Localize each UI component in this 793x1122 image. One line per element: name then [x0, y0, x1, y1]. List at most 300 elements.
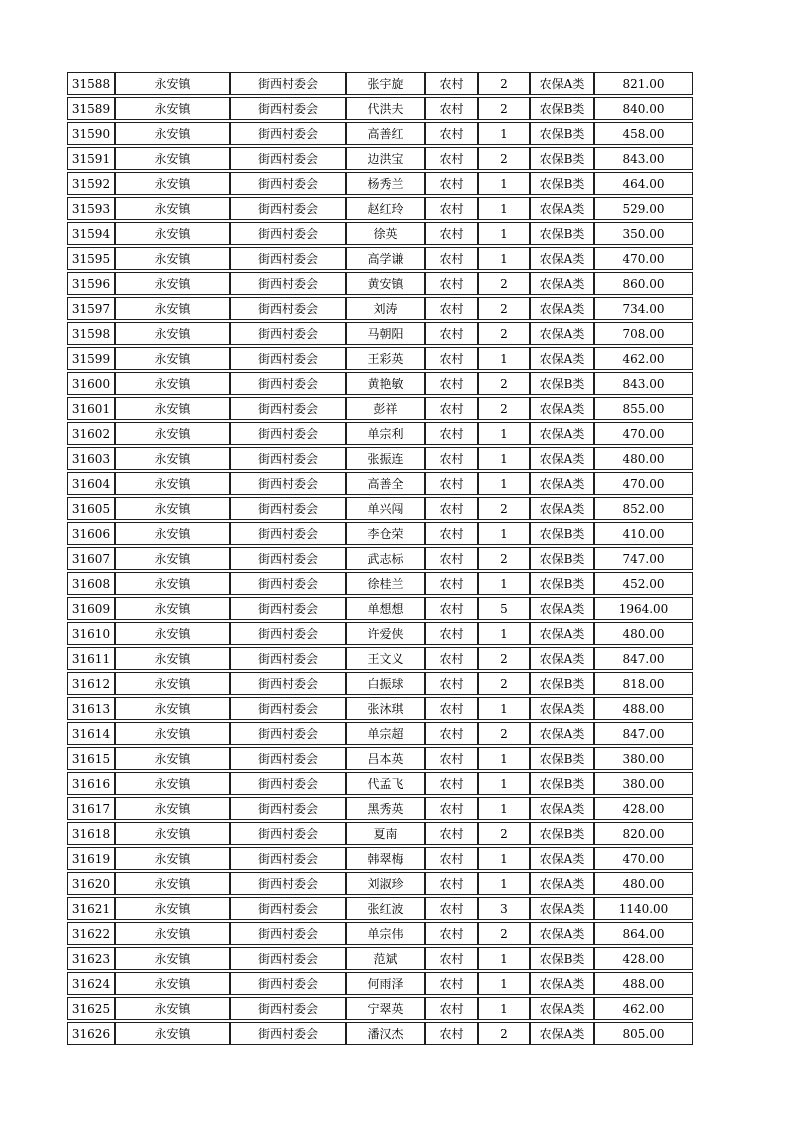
insurance-type-cell: 农保B类 [530, 772, 594, 795]
record-id-cell: 31599 [67, 347, 115, 370]
amount-cell: 464.00 [594, 172, 693, 195]
count-cell: 1 [478, 572, 530, 595]
record-id-cell: 31608 [67, 572, 115, 595]
amount-cell: 818.00 [594, 672, 693, 695]
village-cell: 街西村委会 [230, 722, 346, 745]
name-cell: 高善全 [346, 472, 425, 495]
count-cell: 2 [478, 97, 530, 120]
count-cell: 1 [478, 347, 530, 370]
table-row [67, 247, 693, 270]
village-cell: 街西村委会 [230, 772, 346, 795]
category-cell: 农村 [425, 97, 478, 120]
town-cell: 永安镇 [115, 497, 230, 520]
town-cell: 永安镇 [115, 222, 230, 245]
village-cell: 街西村委会 [230, 922, 346, 945]
count-cell: 2 [478, 547, 530, 570]
village-cell: 街西村委会 [230, 997, 346, 1020]
amount-cell: 428.00 [594, 797, 693, 820]
insurance-type-cell: 农保A类 [530, 647, 594, 670]
amount-cell: 843.00 [594, 147, 693, 170]
table-row [67, 172, 693, 195]
name-cell: 单宗利 [346, 422, 425, 445]
town-cell: 永安镇 [115, 772, 230, 795]
record-id-cell: 31596 [67, 272, 115, 295]
count-cell: 1 [478, 772, 530, 795]
amount-cell: 380.00 [594, 772, 693, 795]
category-cell: 农村 [425, 547, 478, 570]
insurance-type-cell: 农保A类 [530, 247, 594, 270]
record-id-cell: 31588 [67, 72, 115, 95]
record-id-cell: 31611 [67, 647, 115, 670]
count-cell: 2 [478, 922, 530, 945]
name-cell: 张振连 [346, 447, 425, 470]
count-cell: 1 [478, 447, 530, 470]
village-cell: 街西村委会 [230, 222, 346, 245]
town-cell: 永安镇 [115, 997, 230, 1020]
amount-cell: 734.00 [594, 297, 693, 320]
category-cell: 农村 [425, 472, 478, 495]
town-cell: 永安镇 [115, 747, 230, 770]
town-cell: 永安镇 [115, 447, 230, 470]
name-cell: 王彩英 [346, 347, 425, 370]
record-id-cell: 31620 [67, 872, 115, 895]
town-cell: 永安镇 [115, 397, 230, 420]
record-id-cell: 31606 [67, 522, 115, 545]
name-cell: 何雨泽 [346, 972, 425, 995]
village-cell: 街西村委会 [230, 1022, 346, 1045]
amount-cell: 458.00 [594, 122, 693, 145]
record-id-cell: 31623 [67, 947, 115, 970]
insurance-type-cell: 农保A类 [530, 297, 594, 320]
insurance-type-cell: 农保A类 [530, 272, 594, 295]
count-cell: 1 [478, 797, 530, 820]
record-id-cell: 31619 [67, 847, 115, 870]
table-row [67, 672, 693, 695]
insurance-type-cell: 农保A类 [530, 472, 594, 495]
name-cell: 吕本英 [346, 747, 425, 770]
table-row [67, 847, 693, 870]
category-cell: 农村 [425, 997, 478, 1020]
insurance-type-cell: 农保A类 [530, 872, 594, 895]
amount-cell: 529.00 [594, 197, 693, 220]
category-cell: 农村 [425, 122, 478, 145]
town-cell: 永安镇 [115, 172, 230, 195]
name-cell: 刘涛 [346, 297, 425, 320]
village-cell: 街西村委会 [230, 97, 346, 120]
insurance-type-cell: 农保B类 [530, 522, 594, 545]
category-cell: 农村 [425, 572, 478, 595]
record-id-cell: 31607 [67, 547, 115, 570]
village-cell: 街西村委会 [230, 747, 346, 770]
count-cell: 1 [478, 172, 530, 195]
table-row [67, 1022, 693, 1045]
category-cell: 农村 [425, 72, 478, 95]
table-row [67, 972, 693, 995]
record-id-cell: 31600 [67, 372, 115, 395]
record-id-cell: 31610 [67, 622, 115, 645]
category-cell: 农村 [425, 972, 478, 995]
record-id-cell: 31589 [67, 97, 115, 120]
category-cell: 农村 [425, 297, 478, 320]
table-row [67, 222, 693, 245]
town-cell: 永安镇 [115, 597, 230, 620]
name-cell: 黑秀英 [346, 797, 425, 820]
village-cell: 街西村委会 [230, 597, 346, 620]
town-cell: 永安镇 [115, 872, 230, 895]
category-cell: 农村 [425, 422, 478, 445]
village-cell: 街西村委会 [230, 122, 346, 145]
table-row [67, 747, 693, 770]
insurance-type-cell: 农保A类 [530, 897, 594, 920]
village-cell: 街西村委会 [230, 622, 346, 645]
record-id-cell: 31601 [67, 397, 115, 420]
category-cell: 农村 [425, 722, 478, 745]
category-cell: 农村 [425, 772, 478, 795]
count-cell: 1 [478, 622, 530, 645]
record-id-cell: 31618 [67, 822, 115, 845]
record-id-cell: 31593 [67, 197, 115, 220]
name-cell: 赵红玲 [346, 197, 425, 220]
insurance-type-cell: 农保B类 [530, 547, 594, 570]
insurance-type-cell: 农保A类 [530, 1022, 594, 1045]
count-cell: 2 [478, 272, 530, 295]
town-cell: 永安镇 [115, 272, 230, 295]
insurance-type-cell: 农保B类 [530, 372, 594, 395]
amount-cell: 480.00 [594, 622, 693, 645]
category-cell: 农村 [425, 597, 478, 620]
table-row [67, 97, 693, 120]
insurance-type-cell: 农保B类 [530, 822, 594, 845]
village-cell: 街西村委会 [230, 572, 346, 595]
count-cell: 2 [478, 147, 530, 170]
town-cell: 永安镇 [115, 97, 230, 120]
town-cell: 永安镇 [115, 72, 230, 95]
village-cell: 街西村委会 [230, 497, 346, 520]
record-id-cell: 31625 [67, 997, 115, 1020]
record-id-cell: 31626 [67, 1022, 115, 1045]
amount-cell: 470.00 [594, 422, 693, 445]
insurance-type-cell: 农保A类 [530, 447, 594, 470]
name-cell: 单宗超 [346, 722, 425, 745]
insurance-type-cell: 农保A类 [530, 72, 594, 95]
amount-cell: 470.00 [594, 247, 693, 270]
name-cell: 武志标 [346, 547, 425, 570]
table-row [67, 122, 693, 145]
amount-cell: 864.00 [594, 922, 693, 945]
category-cell: 农村 [425, 522, 478, 545]
category-cell: 农村 [425, 497, 478, 520]
table-row [67, 372, 693, 395]
amount-cell: 1964.00 [594, 597, 693, 620]
village-cell: 街西村委会 [230, 397, 346, 420]
town-cell: 永安镇 [115, 372, 230, 395]
insurance-type-cell: 农保B类 [530, 572, 594, 595]
table-row [67, 547, 693, 570]
village-cell: 街西村委会 [230, 447, 346, 470]
table-row [67, 797, 693, 820]
record-id-cell: 31597 [67, 297, 115, 320]
table-row [67, 447, 693, 470]
table-row [67, 72, 693, 95]
category-cell: 农村 [425, 922, 478, 945]
record-id-cell: 31592 [67, 172, 115, 195]
amount-cell: 847.00 [594, 722, 693, 745]
name-cell: 黄艳敏 [346, 372, 425, 395]
category-cell: 农村 [425, 222, 478, 245]
category-cell: 农村 [425, 272, 478, 295]
table-row [67, 947, 693, 970]
record-id-cell: 31609 [67, 597, 115, 620]
count-cell: 3 [478, 897, 530, 920]
category-cell: 农村 [425, 947, 478, 970]
insurance-type-cell: 农保A类 [530, 497, 594, 520]
amount-cell: 350.00 [594, 222, 693, 245]
insurance-type-cell: 农保A类 [530, 622, 594, 645]
table-row [67, 422, 693, 445]
amount-cell: 840.00 [594, 97, 693, 120]
table-row [67, 597, 693, 620]
insurance-type-cell: 农保A类 [530, 997, 594, 1020]
town-cell: 永安镇 [115, 547, 230, 570]
count-cell: 5 [478, 597, 530, 620]
count-cell: 1 [478, 997, 530, 1020]
category-cell: 农村 [425, 172, 478, 195]
record-id-cell: 31591 [67, 147, 115, 170]
count-cell: 1 [478, 847, 530, 870]
village-cell: 街西村委会 [230, 947, 346, 970]
insurance-type-cell: 农保A类 [530, 847, 594, 870]
category-cell: 农村 [425, 847, 478, 870]
village-cell: 街西村委会 [230, 322, 346, 345]
amount-cell: 860.00 [594, 272, 693, 295]
amount-cell: 462.00 [594, 347, 693, 370]
village-cell: 街西村委会 [230, 297, 346, 320]
insurance-type-cell: 农保B类 [530, 672, 594, 695]
table-row [67, 897, 693, 920]
village-cell: 街西村委会 [230, 522, 346, 545]
village-cell: 街西村委会 [230, 697, 346, 720]
count-cell: 1 [478, 697, 530, 720]
town-cell: 永安镇 [115, 422, 230, 445]
town-cell: 永安镇 [115, 472, 230, 495]
town-cell: 永安镇 [115, 197, 230, 220]
name-cell: 高善红 [346, 122, 425, 145]
insurance-type-cell: 农保A类 [530, 347, 594, 370]
insurance-type-cell: 农保B类 [530, 97, 594, 120]
town-cell: 永安镇 [115, 122, 230, 145]
table-row [67, 872, 693, 895]
amount-cell: 805.00 [594, 1022, 693, 1045]
amount-cell: 380.00 [594, 747, 693, 770]
village-cell: 街西村委会 [230, 347, 346, 370]
amount-cell: 480.00 [594, 872, 693, 895]
village-cell: 街西村委会 [230, 797, 346, 820]
amount-cell: 847.00 [594, 647, 693, 670]
count-cell: 1 [478, 522, 530, 545]
insurance-type-cell: 农保A类 [530, 322, 594, 345]
record-id-cell: 31622 [67, 922, 115, 945]
category-cell: 农村 [425, 372, 478, 395]
village-cell: 街西村委会 [230, 372, 346, 395]
category-cell: 农村 [425, 872, 478, 895]
village-cell: 街西村委会 [230, 272, 346, 295]
table-row [67, 722, 693, 745]
name-cell: 张宇旋 [346, 72, 425, 95]
category-cell: 农村 [425, 347, 478, 370]
name-cell: 徐英 [346, 222, 425, 245]
name-cell: 杨秀兰 [346, 172, 425, 195]
table-row [67, 922, 693, 945]
category-cell: 农村 [425, 822, 478, 845]
count-cell: 1 [478, 197, 530, 220]
town-cell: 永安镇 [115, 722, 230, 745]
insurance-type-cell: 农保A类 [530, 397, 594, 420]
amount-cell: 452.00 [594, 572, 693, 595]
town-cell: 永安镇 [115, 322, 230, 345]
village-cell: 街西村委会 [230, 72, 346, 95]
name-cell: 单宗伟 [346, 922, 425, 945]
name-cell: 张沐琪 [346, 697, 425, 720]
count-cell: 2 [478, 497, 530, 520]
record-id-cell: 31624 [67, 972, 115, 995]
table-row [67, 322, 693, 345]
record-id-cell: 31603 [67, 447, 115, 470]
count-cell: 2 [478, 397, 530, 420]
category-cell: 农村 [425, 1022, 478, 1045]
category-cell: 农村 [425, 447, 478, 470]
category-cell: 农村 [425, 672, 478, 695]
village-cell: 街西村委会 [230, 547, 346, 570]
count-cell: 1 [478, 947, 530, 970]
amount-cell: 1140.00 [594, 897, 693, 920]
count-cell: 1 [478, 972, 530, 995]
record-id-cell: 31615 [67, 747, 115, 770]
name-cell: 张红波 [346, 897, 425, 920]
records-table [67, 70, 693, 1047]
record-id-cell: 31594 [67, 222, 115, 245]
name-cell: 黄安镇 [346, 272, 425, 295]
insurance-type-cell: 农保A类 [530, 797, 594, 820]
insurance-type-cell: 农保A类 [530, 722, 594, 745]
count-cell: 1 [478, 247, 530, 270]
count-cell: 2 [478, 372, 530, 395]
record-id-cell: 31616 [67, 772, 115, 795]
category-cell: 农村 [425, 622, 478, 645]
town-cell: 永安镇 [115, 922, 230, 945]
town-cell: 永安镇 [115, 972, 230, 995]
town-cell: 永安镇 [115, 947, 230, 970]
record-id-cell: 31595 [67, 247, 115, 270]
record-id-cell: 31590 [67, 122, 115, 145]
count-cell: 1 [478, 747, 530, 770]
amount-cell: 480.00 [594, 447, 693, 470]
amount-cell: 470.00 [594, 472, 693, 495]
count-cell: 2 [478, 72, 530, 95]
count-cell: 2 [478, 1022, 530, 1045]
town-cell: 永安镇 [115, 897, 230, 920]
count-cell: 1 [478, 222, 530, 245]
amount-cell: 821.00 [594, 72, 693, 95]
count-cell: 2 [478, 722, 530, 745]
village-cell: 街西村委会 [230, 672, 346, 695]
village-cell: 街西村委会 [230, 872, 346, 895]
village-cell: 街西村委会 [230, 197, 346, 220]
record-id-cell: 31604 [67, 472, 115, 495]
table-row [67, 622, 693, 645]
village-cell: 街西村委会 [230, 247, 346, 270]
insurance-type-cell: 农保B类 [530, 222, 594, 245]
amount-cell: 708.00 [594, 322, 693, 345]
name-cell: 韩翠梅 [346, 847, 425, 870]
category-cell: 农村 [425, 897, 478, 920]
count-cell: 2 [478, 822, 530, 845]
name-cell: 王文义 [346, 647, 425, 670]
record-id-cell: 31614 [67, 722, 115, 745]
name-cell: 范斌 [346, 947, 425, 970]
name-cell: 代孟飞 [346, 772, 425, 795]
village-cell: 街西村委会 [230, 897, 346, 920]
amount-cell: 820.00 [594, 822, 693, 845]
table-row [67, 522, 693, 545]
table-row [67, 272, 693, 295]
name-cell: 徐桂兰 [346, 572, 425, 595]
name-cell: 边洪宝 [346, 147, 425, 170]
amount-cell: 410.00 [594, 522, 693, 545]
name-cell: 单兴闯 [346, 497, 425, 520]
town-cell: 永安镇 [115, 522, 230, 545]
table-row [67, 997, 693, 1020]
amount-cell: 428.00 [594, 947, 693, 970]
amount-cell: 488.00 [594, 972, 693, 995]
insurance-type-cell: 农保A类 [530, 422, 594, 445]
count-cell: 2 [478, 297, 530, 320]
name-cell: 高学谦 [346, 247, 425, 270]
records-table-body [67, 72, 693, 1045]
amount-cell: 462.00 [594, 997, 693, 1020]
village-cell: 街西村委会 [230, 147, 346, 170]
name-cell: 许爱侠 [346, 622, 425, 645]
category-cell: 农村 [425, 247, 478, 270]
name-cell: 马朝阳 [346, 322, 425, 345]
town-cell: 永安镇 [115, 847, 230, 870]
table-row [67, 397, 693, 420]
table-row [67, 647, 693, 670]
insurance-type-cell: 农保A类 [530, 972, 594, 995]
insurance-type-cell: 农保A类 [530, 597, 594, 620]
record-id-cell: 31617 [67, 797, 115, 820]
record-id-cell: 31621 [67, 897, 115, 920]
insurance-type-cell: 农保B类 [530, 172, 594, 195]
town-cell: 永安镇 [115, 1022, 230, 1045]
insurance-type-cell: 农保A类 [530, 697, 594, 720]
town-cell: 永安镇 [115, 822, 230, 845]
name-cell: 彭祥 [346, 397, 425, 420]
name-cell: 单想想 [346, 597, 425, 620]
village-cell: 街西村委会 [230, 472, 346, 495]
village-cell: 街西村委会 [230, 822, 346, 845]
category-cell: 农村 [425, 647, 478, 670]
town-cell: 永安镇 [115, 647, 230, 670]
village-cell: 街西村委会 [230, 847, 346, 870]
amount-cell: 855.00 [594, 397, 693, 420]
insurance-type-cell: 农保B类 [530, 147, 594, 170]
town-cell: 永安镇 [115, 347, 230, 370]
name-cell: 李仓荣 [346, 522, 425, 545]
insurance-type-cell: 农保B类 [530, 947, 594, 970]
insurance-type-cell: 农保B类 [530, 747, 594, 770]
count-cell: 2 [478, 672, 530, 695]
town-cell: 永安镇 [115, 147, 230, 170]
